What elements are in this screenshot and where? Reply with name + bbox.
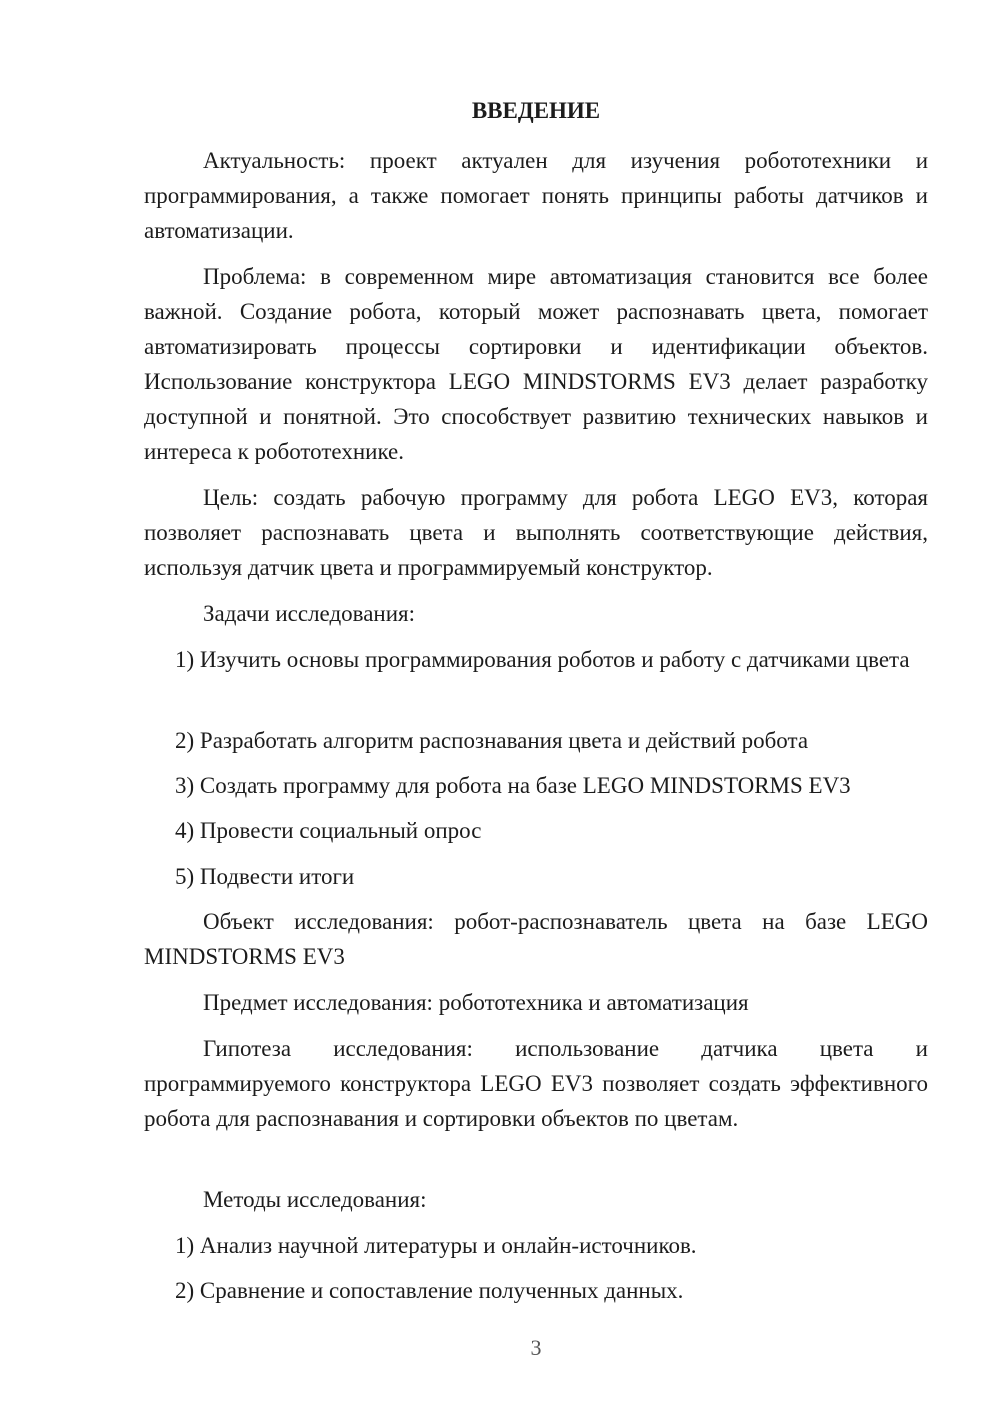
method-item-2: 2) Сравнение и сопоставление полученных данных. (175, 1278, 684, 1303)
task-item-1: 1) Изучить основы программирования роботов и работу с датчиками цвета (175, 647, 910, 672)
methods-heading: Методы исследования: (203, 1187, 427, 1212)
task-item-3: 3) Создать программу для робота на базе LEGO MINDSTORMS EV3 (175, 773, 851, 798)
problem-paragraph: Проблема: в современном мире автоматизация становится все более важной. Создание робота, который может распознавать цвета, помогает автоматизировать процессы сортировки и идентификации объектов. Использование конструктора LEGO MINDSTORMS EV3 делает разработку доступной и понятной. Это способствует развитию технических навыков и интереса к робототехнике. (144, 264, 928, 464)
page-title: ВВЕДЕНИЕ (471, 98, 601, 123)
task-item-2: 2) Разработать алгоритм распознавания цвета и действий робота (175, 728, 809, 753)
task-item-5: 5) Подвести итоги (175, 864, 355, 889)
goal-paragraph: Цель: создать рабочую программу для робота LEGO EV3, которая позволяет распознавать цвета и выполнять соответствующие действия, используя датчик цвета и программируемый конструктор. (144, 485, 928, 580)
subject-paragraph: Предмет исследования: робототехника и автоматизация (203, 990, 749, 1015)
method-item-1: 1) Анализ научной литературы и онлайн-источников. (175, 1233, 697, 1258)
page-number: 3 (530, 1335, 542, 1360)
tasks-heading: Задачи исследования: (203, 601, 416, 626)
hypothesis-paragraph: Гипотеза исследования: использование датчика цвета и программируемого конструктора LEGO EV3 позволяет создать эффективного робота для распознавания и сортировки объектов по цветам. (144, 1036, 928, 1131)
object-paragraph: Объект исследования: робот-распознаватель цвета на базе LEGO MINDSTORMS EV3 (144, 909, 928, 969)
relevance-paragraph: Актуальность: проект актуален для изучения робототехники и программирования, а также помогает понять принципы работы датчиков и автоматизации. (144, 148, 928, 243)
task-item-4: 4) Провести социальный опрос (175, 818, 482, 843)
